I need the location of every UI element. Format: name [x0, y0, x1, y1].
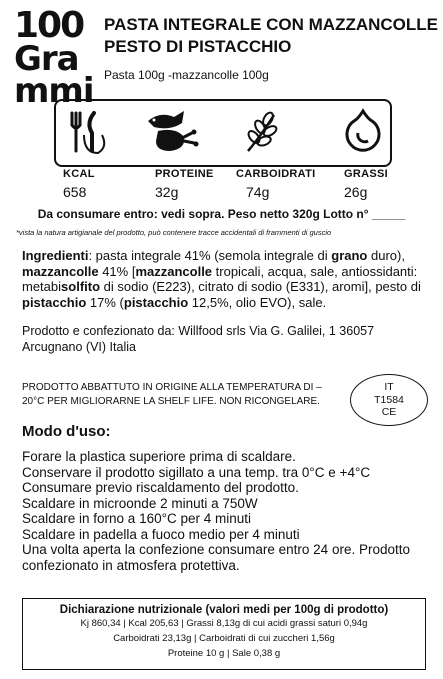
ingredients-label: Ingredienti: [22, 248, 89, 263]
ingredients-part: di sodio (E223), citrato di sodio (E331), aromi], pesto di: [100, 279, 421, 294]
allergen-pistacchio: pistacchio: [22, 294, 87, 310]
usage-line: Scaldare in forno a 160°C per 4 minuti: [22, 511, 252, 526]
stamp-line-3: CE: [381, 406, 397, 418]
ingredients-part: tropicali, acqua, sale, antiossidanti: metabi: [22, 263, 418, 294]
allergen-mazzancolle: mazzancolle: [22, 263, 99, 279]
nutrient-label-kcal: KCAL: [63, 168, 95, 180]
nutrition-row: Carboidrati 23,13g | Carboidrati di cui zuccheri 1,56g: [113, 633, 335, 644]
nutrient-value-carboidrati: 74g: [246, 184, 270, 200]
wheat-icon: [238, 107, 288, 157]
nutrient-label-carboidrati: CARBOIDRATI: [236, 168, 316, 180]
expiry-weight-lot: Da consumare entro: vedi sopra. Peso netto 320g Lotto n° _____: [37, 207, 406, 221]
blast-chilled-notice: PRODOTTO ABBATTUTO IN ORIGINE ALLA TEMPERATURA DI –20°C PER MIGLIORARNE LA SHELF LIFE. NON RICONGELARE.: [22, 382, 322, 407]
stamp-line-1: IT: [384, 381, 394, 393]
nutrition-row: Kj 860,34 | Kcal 205,63 | Grassi 8,13g di cui acidi grassi saturi 0,94g: [80, 618, 368, 629]
usage-line: Una volta aperta la confezione consumare entro 24 ore. Prodotto confezionato in atmosfera protettiva.: [22, 542, 410, 573]
nutrient-value-grassi: 26g: [344, 184, 368, 200]
producer-info: Prodotto e confezionato da: Willfood srls Via G. Galilei, 1 36057 Arcugnano (VI) Italia: [22, 324, 375, 354]
ingredients-part: 17% (: [86, 294, 124, 310]
nutrition-heading: Dichiarazione nutrizionale (valori medi per 100g di prodotto): [59, 604, 389, 616]
product-subtitle: Pasta 100g -mazzancolle 100g: [104, 68, 269, 82]
logo-line-3: mmi: [14, 71, 94, 111]
nutrient-value-kcal: 658: [63, 184, 87, 200]
usage-line: Consumare previo riscaldamento del prodotto.: [22, 480, 299, 495]
nutrient-label-grassi: GRASSI: [344, 168, 388, 180]
ingredients-part: : pasta integrale 41% (semola integrale di: [88, 248, 332, 263]
health-mark-stamp: [350, 374, 428, 426]
cutlery-icon: [62, 107, 112, 157]
usage-line: Conservare il prodotto sigillato a una temp. tra 0°C e +4°C: [22, 464, 371, 480]
logo-line-2: Gra: [14, 39, 79, 79]
usage-instructions: [22, 449, 438, 573]
allergen-solfito: solfito: [61, 279, 101, 294]
usage-title: Modo d'uso:: [22, 423, 111, 440]
ingredients-text: [22, 248, 432, 310]
usage-line: Forare la plastica superiore prima di scaldare.: [22, 449, 296, 464]
logo-line-1: 100: [14, 5, 84, 46]
product-title: PASTA INTEGRALE CON MAZZANCOLLE PESTO DI PISTACCHIO: [104, 15, 438, 56]
chicken-fish-icon: [140, 107, 200, 157]
ingredients-part: duro),: [367, 248, 405, 263]
artisanal-footnote: *vista la natura artigianale del prodotto, può contenere tracce accidentali di frammenti di guscio: [16, 228, 332, 237]
allergen-pistacchio: pistacchio: [123, 294, 189, 310]
usage-line: Scaldare in microonde 2 minuti a 750W: [22, 495, 258, 511]
ingredients-part: 12,5%, olio EVO), sale.: [188, 294, 327, 310]
nutrition-row: Proteine 10 g | Sale 0,38 g: [167, 648, 281, 659]
allergen-grano: grano: [331, 248, 368, 263]
oil-drop-icon: [338, 107, 388, 157]
allergen-mazzancolle: mazzancolle: [135, 263, 213, 279]
nutrient-value-proteine: 32g: [155, 184, 179, 200]
nutrition-declaration-box: [22, 598, 426, 670]
stamp-line-2: T1584: [374, 393, 404, 406]
nutrient-label-proteine: PROTEINE: [155, 168, 214, 180]
usage-line: Scaldare in padella a fuoco medio per 4 minuti: [22, 526, 300, 542]
ingredients-part: 41% [: [98, 263, 136, 279]
